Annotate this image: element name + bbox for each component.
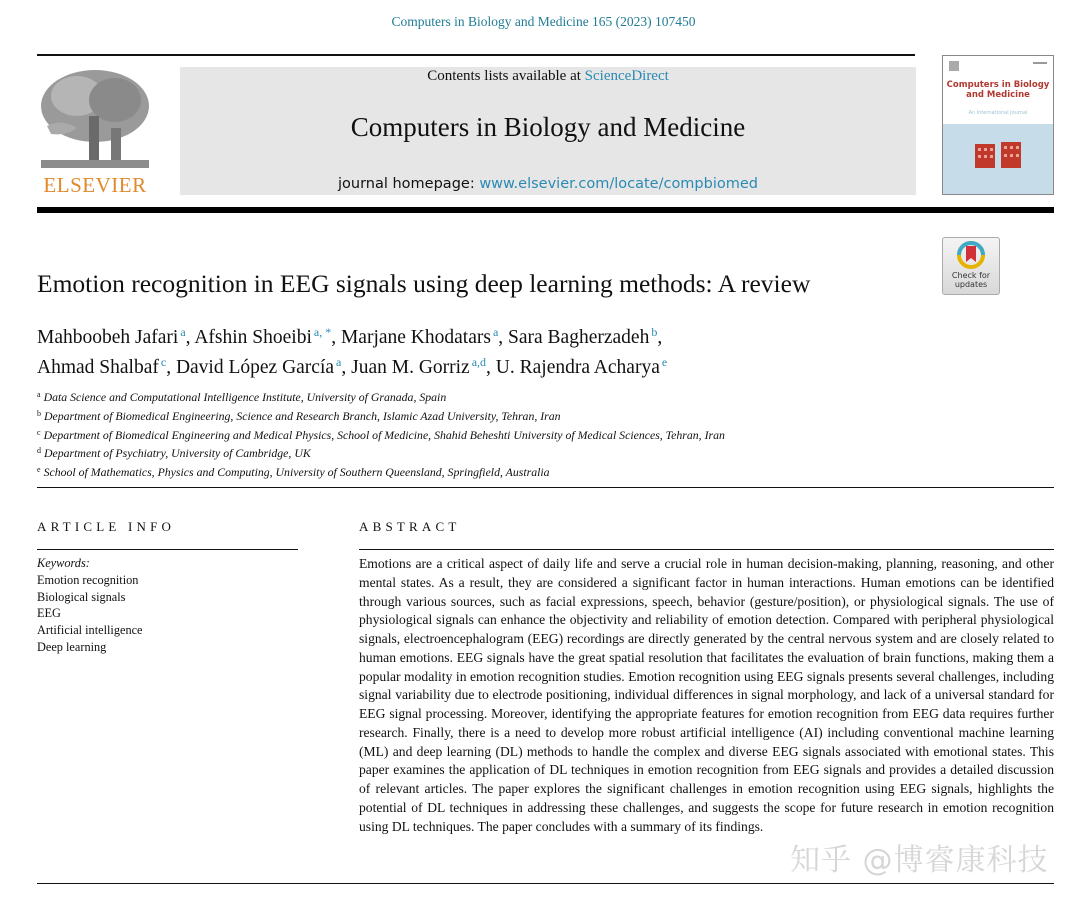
author-name[interactable]: Afshin Shoeibi — [194, 327, 312, 348]
affiliations — [37, 387, 725, 481]
keyword-item: Emotion recognition — [37, 572, 139, 587]
watermark: 知乎 @博睿康科技 — [790, 843, 1049, 878]
check-for-updates-button[interactable] — [942, 237, 1000, 295]
article-info-divider — [37, 549, 298, 550]
author-separator: , — [657, 327, 663, 348]
cover-title-line2: and Medicine — [966, 90, 1030, 100]
author-name[interactable]: Mahboobeh Jafari — [37, 327, 179, 348]
cover-building-icon — [943, 124, 1053, 194]
sciencedirect-link[interactable]: ScienceDirect — [584, 68, 669, 84]
affiliation-text: Data Science and Computational Intelligence Institute, University of Granada, Spain — [43, 390, 447, 404]
contents-prefix: Contents lists available at — [427, 68, 585, 84]
author-name[interactable]: Ahmad Shalbaf — [37, 357, 159, 378]
author-affil-sup[interactable]: c — [160, 355, 167, 369]
keyword-item: Biological signals — [37, 589, 126, 604]
affiliation-item — [37, 406, 725, 425]
abstract-text: Emotions are a critical aspect of daily life and serve a crucial role in human decision-making, planning, reasoning, and other mental states. As a result, they are considered a significant factor in human interactions. Human emotions can be identified through various sources, such as facial expressions, speech, behavior (gesture/position), or physiological signals. The use of physiological signals can enhance the objectivity and reliability of emotion detection. Compared with peripheral physiological signals, electroencephalogram (EEG) recordings are directly generated by the central nervous system and are closely related to human emotions. EEG signals have the great spatial resolution that facilitates the evaluation of brain functions, making them a popular modality in emotion recognition studies. Emotion recognition using EEG signals presents several challenges, including signal variability due to electrode positioning, individual differences in signal morphology, and lack of a universal standard for EEG signal processing. Moreover, identifying the appropriate features for emotion recognition from EEG data requires further research. Finally, there is a need to develop more robust artificial intelligence (AI) including conventional machine learning (ML) and deep learning (DL) methods to handle the complex and diverse EEG signals associated with emotional states. This paper examines the application of DL techniques in emotion recognition from EEG signals and provides a detailed discussion of relevant articles. The paper explores the significant challenges in emotion recognition using EEG signals, highlights the potential of DL techniques in addressing these challenges, and suggests the scope for future research in emotion recognition using DL techniques. The paper concludes with a summary of its findings. — [359, 556, 1054, 834]
author-affil-sup[interactable]: a — [336, 355, 342, 369]
check-updates-line1: Check for — [951, 271, 991, 280]
author-line-2 — [37, 350, 667, 380]
homepage-link[interactable]: www.elsevier.com/locate/compbiomed — [479, 176, 758, 192]
author-separator: , — [486, 357, 496, 378]
author-affil-sup[interactable]: a — [492, 325, 499, 339]
author-name[interactable]: U. Rajendra Acharya — [495, 357, 660, 378]
affiliation-key: e — [37, 465, 41, 475]
affiliation-text: Department of Biomedical Engineering and Medical Physics, School of Medicine, Shahid Beheshti University of Medical Sciences, Tehran, Iran — [43, 427, 725, 442]
author-affil-sup[interactable]: a, * — [313, 325, 332, 339]
author-affil-sup[interactable]: a,d — [471, 355, 487, 369]
elsevier-tree-icon — [37, 66, 153, 174]
affiliation-text: School of Mathematics, Physics and Computing, University of Southern Queensland, Springfield, Australia — [43, 465, 550, 480]
keyword-item: Artificial intelligence — [37, 623, 143, 638]
affiliation-key: a — [37, 390, 41, 399]
author-separator: , — [498, 327, 509, 348]
affiliation-key: b — [37, 408, 41, 418]
keywords-label: Keywords: — [37, 556, 90, 570]
author-list — [37, 320, 667, 380]
elsevier-logo[interactable] — [37, 66, 153, 196]
author-separator: , — [341, 357, 352, 378]
contents-availability — [180, 67, 916, 85]
journal-reference[interactable]: Computers in Biology and Medicine 165 (2023) 107450 — [391, 14, 696, 29]
cover-art — [943, 124, 1053, 194]
bottom-divider — [37, 883, 1054, 884]
author-affil-sup[interactable]: a — [180, 325, 186, 339]
header-thick-divider — [37, 207, 1054, 213]
affiliations-divider — [37, 487, 1054, 488]
affiliation-item — [37, 462, 725, 481]
journal-cover[interactable] — [942, 55, 1054, 195]
check-updates-line2: updates — [954, 280, 988, 289]
abstract-divider — [359, 549, 1054, 550]
author-separator: , — [166, 357, 176, 378]
author-name[interactable]: Marjane Khodatars — [340, 327, 491, 348]
affiliation-item — [37, 443, 725, 462]
article-title: Emotion recognition in EEG signals using deep learning methods: A review — [37, 269, 811, 298]
journal-homepage — [180, 175, 916, 193]
author-affil-sup[interactable]: b — [651, 325, 658, 339]
affiliation-key: d — [37, 446, 41, 456]
keywords-list — [37, 555, 143, 656]
cover-top — [943, 56, 1053, 124]
cover-logo-icon — [949, 61, 959, 71]
author-affil-sup[interactable]: e — [661, 355, 668, 369]
keyword-item: Deep learning — [37, 639, 107, 654]
journal-title: Computers in Biology and Medicine — [350, 112, 746, 142]
affiliation-key: c — [37, 427, 41, 437]
top-divider — [37, 54, 915, 56]
affiliation-item — [37, 425, 725, 444]
article-info-heading: ARTICLE INFO — [37, 519, 176, 534]
homepage-prefix: journal homepage: — [337, 176, 480, 192]
cover-issn-mark — [1033, 62, 1047, 64]
cover-subtitle: An International Journal — [968, 110, 1028, 116]
author-separator: , — [331, 327, 341, 348]
abstract-heading: ABSTRACT — [359, 519, 461, 534]
journal-banner — [180, 67, 916, 195]
author-line-1 — [37, 320, 667, 350]
author-name[interactable]: Sara Bagherzadeh — [508, 327, 650, 348]
author-name[interactable]: David López García — [175, 357, 335, 378]
check-updates-icon — [943, 238, 999, 272]
check-updates-label — [943, 271, 999, 289]
keyword-item: EEG — [37, 606, 61, 621]
cover-title — [943, 80, 1053, 100]
affiliation-item — [37, 387, 725, 406]
affiliation-text: Department of Biomedical Engineering, Science and Research Branch, Islamic Azad University, Tehran, Iran — [44, 408, 561, 423]
author-separator: , — [185, 327, 195, 348]
author-name[interactable]: Juan M. Gorriz — [351, 357, 470, 378]
cover-title-line1: Computers in Biology — [946, 80, 1050, 90]
elsevier-wordmark: ELSEVIER — [43, 173, 147, 197]
affiliation-text: Department of Psychiatry, University of Cambridge, UK — [44, 446, 311, 461]
